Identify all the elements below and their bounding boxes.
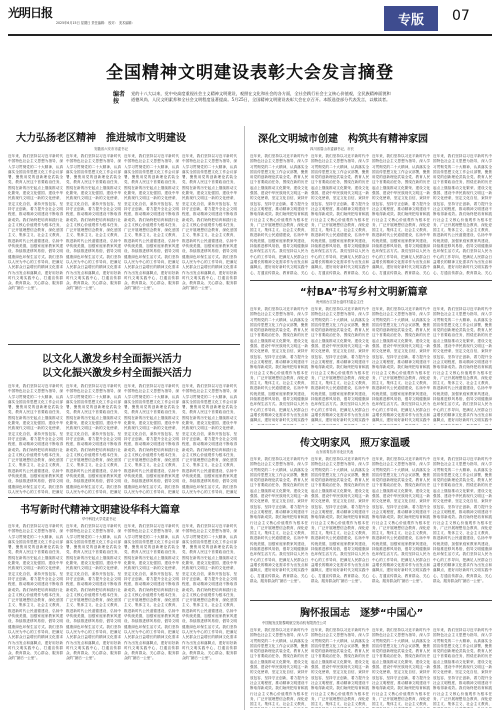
editor-note-label: 编者按 <box>113 91 126 105</box>
article-body: 近年来，我们坚持以习近平新时代中国特色社会主义思想为指导，深入学习贯彻党的二十大精神，认真落实全国宣传思想文化工作会议部署，聚焦用党的创新理论武装全党、教育人民这个首要政治任务，围绕在新的历史起点上继续推动文化繁荣、建设文化强国、建设中华民族现代文明这一新的文化使命，坚定文化自信，秉持开放包容，坚持守正创新，着力提升全社会文明程度，推动精神文明建设不断取得新成效。我们始终把培育和践行社会主义核心价值观作为根本任务，广泛开展理想信念教育，深化爱国主义、集体主义、社会主义教育，推进新时代公民道德建设，弘扬中华传统美德，加强家庭家教家风建设，持续推进移风易俗，倡导文明健康绿色环保生活方式。我们坚持以人民为中心的工作导向，把满足人民群众日益增长的精神文化需求作为出发点和落脚点，建好用好新时代文明实践中心，打通宣传群众、教育群众、关心 <box>250 154 308 275</box>
article-body: 近年来，我们坚持以习近平新时代中国特色社会主义思想为指导，深入学习贯彻党的二十大精神，认真落实全国宣传思想文化工作会议部署，聚焦用党的创新理论武装全党、教育人民这个首要政治任务，围绕在新的历史起点上继续推动文化繁荣、建设文化强国、建设中华民族现代文明这一新的文化使命，坚定文化自信，秉持开放包容，坚持守正创新，着力提升全社会文明程度，推动精神文明建设不断取得新成效。我们始终把培育和践行社会主义核心价值观作为根本任务，广泛开展理想信念教育，深化爱国主义、集体主义、社会主义教育，推进新时代公民道德建设，弘扬中华传统美德，加强家庭家教家风建设，持续推进移风易俗，倡导文明健康绿色环保生活方式。我们坚持以人民为中心的工作导向，把满足人民群众日益增长的精神文化需求作为出发点和落脚点，建好用好新时代文明实践中心，打通宣传群众、教育群众、关心群众、服务群众的“最后一公里”。 <box>182 154 237 291</box>
article-body: 近年来，我们坚持以习近平新时代中国特色社会主义思想为指导，深入学习贯彻党的二十大精神，认真落实全国宣传思想文化工作会议部署，聚焦用党的创新理论武装全党、教育人民这个首要政治任务，围绕在新的历史起点上继续推动文化繁荣、建设文化强国、建设中华民族现代文明这一新的文化使命，坚定文化自信，秉持开放包容，坚持守正创新，着力提升全社会文明程度，推动精神文明建设不断取得新成效。我们始终把培育和践行社会主义核心价值观作为根本任务，广泛开展理想信念教育，深化爱国主义、集体主义、社会主义教育，推进新时代公民道德建设，弘扬中华传统美德，加强家庭家教家风建设，持续推进移风易俗，倡导文明健康绿色环保生活方式。我们坚持以人民为中心的工作导向，把满足人民群众日益增长的精神文化需求作为出发点和落脚点，建好用好新时代文明实践中心，打通宣传群众、教育群众、关心 <box>433 154 492 275</box>
article-body: 近年来，我们坚持以习近平新时代中国特色社会主义思想为指导，深入学习贯彻党的二十大精神，认真落实全国宣传思想文化工作会议部署，聚焦用党的创新理论武装全党、教育人民这个首要政治任务，围绕在新的历史起点上继续推动文化繁荣、建设文化强国、建设中华民族现代文明这一新的文化使命，坚定文化自信，秉持开放包容，坚持守正创新，着力提升全社会文明程度，推动精神文明建设不断取得新成效。我们始终把培育和践行社会主义核心价值观作为根本任务，广泛开展理想信念教育，深化爱国主义、集体主义、社会主义教育， <box>250 628 308 707</box>
column-divider <box>244 126 245 710</box>
article-body: 近年来，我们坚持以习近平新时代中国特色社会主义思想为指导，深入学习贯彻党的二十大精神，认真落实全国宣传思想文化工作会议部署，聚焦用党的创新理论武装全党、教育人民这个首要政治任务，围绕在新的历史起点上继续推动文化繁荣、建设文化强国、建设中华民族现代文明这一新的文化使命，坚定文化自信，秉持开放包容，坚持守正创新，着力提升全社会文明程度，推动精神文明建设不断取得新成效。我们始终把培育和践行社会主义核心价值观作为根本任务，广泛开展理想信念教育，深化爱国主义、集体主义、社会主义教育，推进新时代公民道德建设，弘扬中华传统美德，加强家庭家教家风建设，持续推进移风易俗，倡导文明健康绿色环保生活方式。我们坚持以人民为中心的工作导向，把满足人民群众日益增长的精神文化需求作为出发点和落脚点，建好用好新时代文明实践中心，打通宣传群众、教育群众、关心群众、服务群众的“最后一公里”。 <box>372 457 430 583</box>
masthead: 光明日报 <box>8 6 53 20</box>
article-body: 近年来，我们坚持以习近平新时代中国特色社会主义思想为指导，深入学习贯彻党的二十大精神，认真落实全国宣传思想文化工作会议部署，聚焦用党的创新理论武装全党、教育人民这个首要政治任务，围绕在新的历史起点上继续推动文化繁荣、建设文化强国、建设中华民族现代文明这一新的文化使命，坚定文化自信，秉持开放包容，坚持守正创新，着力提升全社会文明程度，推动精神文明建设不断取得新成效。我们始终把培育和践行社会主义核心价值观作为根本任务，广泛开展理想信念教育，深化爱国主义、集体主义、社会主义教育，推进新时代公民道德建设，弘扬中华传统美德，加强家庭家教家风建设，持续推进移风易俗，倡导文明健康绿色环保生活方式。我们坚持以人民为中心的工作导向，把满足 <box>8 384 63 494</box>
article-body: 近年来，我们坚持以习近平新时代中国特色社会主义思想为指导，深入学习贯彻党的二十大精神，认真落实全国宣传思想文化工作会议部署，聚焦用党的创新理论武装全党、教育人民这个首要政治任务，围绕在新的历史起点上继续推动文化繁荣、建设文化强国、建设中华民族现代文明这一新的文化使命，坚定文化自信，秉持开放包容，坚持守正创新，着力提升全社会文明程度，推动精神文明建设不断取得新成效。我们始终把培育和践行社会主义核心价值观作为根本任务，广泛开展理想信念教育，深化爱国主义、集体主义、社会主义教育，推进新时代公民道德建设，弘扬中华传统美德，加强家庭家教家风建设，持续推进移风易俗，倡导文明健康绿色环保生活方式。我们坚持以人民为中心的工作导向，把满足人民群众日益增长的精神文化需求作为出发点和落脚点，建好用好新时代文明实践中 <box>311 307 369 423</box>
editor-note-body: 党的十八大以来，党中央高度重视社会主义精神文明建设，观照在文化和社会的各方面，全社会践行社会主义核心价值观，全民族精神面貌和道德风尚、人民文明素养和全社会文明程度显著提高。5月25日，全国精神文明建设表彰大会在京召开。本版选登部分代表发言，以飨读者。 <box>131 91 391 103</box>
article-byline: 四川省眉山市委副书记、市长 <box>310 147 358 151</box>
article-body: 近年来，我们坚持以习近平新时代中国特色社会主义思想为指导，深入学习贯彻党的二十大精神，认真落实全国宣传思想文化工作会议部署，聚焦用党的创新理论武装全党、教育人民这个首要政治任务，围绕在新的历史起点上继续推动文化繁荣、建设文化强国、建设中华民族现代文明这一新的文化使命，坚定文化自信，秉持开放包容，坚持守正创新，着力提升全社会文明程度，推动精神文明建设不断取得新成效。我们始终把培育和践行社会主义核心价值观作为根本任务，广泛开展理想信念教育，深化爱国主义、集体主义、社会主义教育，推进新时代公民道德建设，弘扬中华传统美德，加强家庭家教家风建设，持续推进移风易俗，倡导文明健康绿色环保生活方式。我们坚持以人民为中心的工作导向，把满足人民群众日益增长的精神文化需求作为出发点和落脚点，建好用好新时代文明实践中心，打通宣传群众、教育群众、关心群众、服务群众的“最后一公里”。 <box>124 524 179 661</box>
article-body: 近年来，我们坚持以习近平新时代中国特色社会主义思想为指导，深入学习贯彻党的二十大精神，认真落实全国宣传思想文化工作会议部署，聚焦用党的创新理论武装全党、教育人民这个首要政治任务，围绕在新的历史起点上继续推动文化繁荣、建设文化强国、建设中华民族现代文明这一新的文化使命，坚定文化自信，秉持开放包容，坚持守正创新，着力提升全社会文明程度，推动精神文明建设不断取得新成效。我们始终把培育和践行社会主义核心价值观作为根本任务，广泛开展理想信念教育，深化爱国主义、集体主义、社会主义教育，推进新时代公民道德建设，弘扬中华传统美德，加强家庭家教家风建设，持续推进移风易俗，倡导文明健康绿色环保生活方式。我们坚持以人民为中心的工作导向，把满足 <box>124 384 179 494</box>
header-meta: 2025年6月15日 星期日 责任编辑： 校对： 美术编辑： <box>56 21 135 25</box>
article-body: 近年来，我们坚持以习近平新时代中国特色社会主义思想为指导，深入学习贯彻党的二十大精神，认真落实全国宣传思想文化工作会议部署，聚焦用党的创新理论武装全党、教育人民这个首要政治任务，围绕在新的历史起点上继续推动文化繁荣、建设文化强国、建设中华民族现代文明这一新的文化使命，坚定文化自信，秉持开放包容，坚持守正创新，着力提升全社会文明程度，推动精神文明建设不断取得新成效。我们始终把培育和践行社会主义核心价值观作为根本任务，广泛开展理想信念教育，深化爱国主义、集体主义、社会主义教育，推进新时代公民道德建设，弘扬中华传统美德，加强家庭家教家风建设，持续推进移风易俗，倡导文明健康绿色环保生活方式。我们坚持以人民为中心的工作导向，把满足人民群众日益增长的精神文化需求作为出发点和落脚点，建好用好新时代文明实践中心，打通宣传群众、教育群众、关心群众、服务群众的“最后一公里”。 <box>66 524 121 661</box>
article-body: 近年来，我们坚持以习近平新时代中国特色社会主义思想为指导，深入学习贯彻党的二十大精神，认真落实全国宣传思想文化工作会议部署，聚焦用党的创新理论武装全党、教育人民这个首要政治任务，围绕在新的历史起点上继续推动文化繁荣、建设文化强国、建设中华民族现代文明这一新的文化使命，坚定文化自信，秉持开放包容，坚持守正创新，着力提升全社会文明程度，推动精神文明建设不断取得新成效。我们始终把培育和践行社会主义核心价值观作为根本任务，广泛开展理想信念教育，深化爱国主义、集体主义、社会主义教育，推进新时代公民道德建设，弘扬中华传统美德，加强家庭家教家风建设，持续推进移风易俗，倡导文明健康绿色环保生活方式。我们坚持以人民为中心的工作导向，把满足人民群众日益增长的精神文化需求作为出发点和落脚点，建好用好新时代文明实践中心，打通宣传群众、教育群众、关心 <box>372 154 430 275</box>
article-title: 大力弘扬老区精神 推进城市文明建设 <box>16 133 186 144</box>
page-number: 07 <box>452 8 470 24</box>
article-title: 传文明家风 照万家温暖 <box>300 438 410 449</box>
article-body: 近年来，我们坚持以习近平新时代中国特色社会主义思想为指导，深入学习贯彻党的二十大精神，认真落实全国宣传思想文化工作会议部署，聚焦用党的创新理论武装全党、教育人民这个首要政治任务，围绕在新的历史起点上继续推动文化繁荣、建设文化强国、建设中华民族现代文明这一新的文化使命，坚定文化自信，秉持开放包容，坚持守正创新，着力提升全社会文明程度，推动精神文明建设不断取得新成效。我们始终把培育和践行社会主义核心价值观作为根本任务，广泛开展理想信念教育，深化爱国主义、集体主义、社会主义教育，推进新时代公民道德建设，弘扬中华传统美德，加强家庭家教家风建设，持续推进移风易俗，倡导文明健康绿色环保生活方式。我们坚持以人民为中心的工作导向，把满足人民群众日益增长的精神文化需求作为出发点和落脚点，建好用好新时代文明实践中心，打通宣传群众、教育群众、关心群众、服务群众的“最后一公里”。 <box>311 457 369 583</box>
article-body: 近年来，我们坚持以习近平新时代中国特色社会主义思想为指导，深入学习贯彻党的二十大精神，认真落实全国宣传思想文化工作会议部署，聚焦用党的创新理论武装全党、教育人民这个首要政治任务，围绕在新的历史起点上继续推动文化繁荣、建设文化强国、建设中华民族现代文明这一新的文化使命，坚定文化自信，秉持开放包容，坚持守正创新，着力提升全社会文明程度，推动精神文明建设不断取得新成效。我们始终把培育和践行社会主义核心价值观作为根本任务，广泛开展理想信念教育，深化爱国主义、集体主义、社会主义教育，推进新时代公民道德建设，弘扬中华传统美德，加强家庭家教家风建设，持续推进移风易俗，倡导文明健康绿色环保生活方式。我们坚持以人民为中心的工作导向，把满足人民群众日益增长的精神文化需求作为出发点和落脚点，建好用好新时代文明实践中 <box>372 307 430 423</box>
article-byline: 安徽省六安市市委书记 <box>94 147 132 151</box>
article-byline: 山东省青岛市市北区代表 <box>316 450 357 454</box>
section-divider <box>8 497 240 498</box>
article-body: 近年来，我们坚持以习近平新时代中国特色社会主义思想为指导，深入学习贯彻党的二十大精神，认真落实全国宣传思想文化工作会议部署，聚焦用党的创新理论武装全党、教育人民这个首要政治任务，围绕在新的历史起点上继续推动文化繁荣、建设文化强国、建设中华民族现代文明这一新的文化使命，坚定文化自信，秉持开放包容，坚持守正创新，着力提升全社会文明程度，推动精神文明建设不断取得新成效。我们始终把培育和践行社会主义核心价值观作为根本任务，广泛开展理想信念教育，深化爱国主义、集体主义、社会主义教育，推进新时代公民道德建设，弘扬中华传统美德，加强家庭家教家风建设，持续推进移风易俗，倡导文明健康绿色环保生活方式。我们坚持以人民为中心的工作导向，把满足人民群众日益增长的精神文化需求作为出发点和落脚点，建好用好新时代文明实践中心，打通宣传群众、教育群众、关心群众、服务群众的“最后一公里”。 <box>433 457 492 583</box>
article-body: 近年来，我们坚持以习近平新时代中国特色社会主义思想为指导，深入学习贯彻党的二十大精神，认真落实全国宣传思想文化工作会议部署，聚焦用党的创新理论武装全党、教育人民这个首要政治任务，围绕在新的历史起点上继续推动文化繁荣、建设文化强国、建设中华民族现代文明这一新的文化使命，坚定文化自信，秉持开放包容，坚持守正创新，着力提升全社会文明程度，推动精神文明建设不断取得新成效。我们始终把培育和践行社会主义核心价值观作为根本任务，广泛开展理想信念教育，深化爱国主义、集体主义、社会主义教育，推进新时代公民道德建设，弘扬中华传统美德，加强家庭家教家风建设，持续推进移风易俗，倡导文明健康绿色环保生活方式。我们坚持以人民为中心的工作导向，把满足人民群众日益增长的精神文化需求作为出发点和落脚点，建好用好新时代文明实践中心，打通宣传群众、教育群众、关心群众、服务群众的“最后一公里”。 <box>8 154 63 291</box>
article-body: 近年来，我们坚持以习近平新时代中国特色社会主义思想为指导，深入学习贯彻党的二十大精神，认真落实全国宣传思想文化工作会议部署，聚焦用党的创新理论武装全党、教育人民这个首要政治任务，围绕在新的历史起点上继续推动文化繁荣、建设文化强国、建设中华民族现代文明这一新的文化使命，坚定文化自信，秉持开放包容，坚持守正创新，着力提升全社会文明程度，推动精神文明建设不断取得新成效。我们始终把培育和践行社会主义核心价值观作为根本任务，广泛开展理想信念教育，深化爱国主义、集体主义、社会主义教育，推进新时代公民道德建设，弘扬中华传统美德，加强家庭家教家风建设，持续推进移风易俗，倡导文明健康绿色环保生活方式。我们坚持以人民为中心的工作导向，把满足人民群众日益增长的精神文化需求作为出发点和落脚点，建好用好新时代文明实践中 <box>250 307 308 423</box>
article-body: 近年来，我们坚持以习近平新时代中国特色社会主义思想为指导，深入学习贯彻党的二十大精神，认真落实全国宣传思想文化工作会议部署，聚焦用党的创新理论武装全党、教育人民这个首要政治任务，围绕在新的历史起点上继续推动文化繁荣、建设文化强国、建设中华民族现代文明这一新的文化使命，坚定文化自信，秉持开放包容，坚持守正创新，着力提升全社会文明程度，推动精神文明建设不断取得新成效。我们始终把培育和践行社会主义核心价值观作为根本任务，广泛开展理想信念教育，深化爱国主义、集体主义、社会主义教育，推进新时代公民道德建设，弘扬中华传统美德，加强家庭家教家风建设，持续推进移风易俗，倡导文明健康绿色环保生活方式。我们坚持以人民为中心的工作导向，把满足 <box>66 384 121 494</box>
article-title: “村BA”书写乡村文明新篇章 <box>300 287 428 298</box>
article-body: 近年来，我们坚持以习近平新时代中国特色社会主义思想为指导，深入学习贯彻党的二十大精神，认真落实全国宣传思想文化工作会议部署，聚焦用党的创新理论武装全党、教育人民这个首要政治任务，围绕在新的历史起点上继续推动文化繁荣、建设文化强国、建设中华民族现代文明这一新的文化使命，坚定文化自信，秉持开放包容，坚持守正创新，着力提升全社会文明程度，推动精神文明建设不断取得新成效。我们始终把培育和践行社会主义核心价值观作为根本任务，广泛开展理想信念教育，深化爱国主义、集体主义、社会主义教育，推进新时代公民道德建设，弘扬中华传统美德，加强家庭家教家风建设，持续推进移风易俗，倡导文明健康绿色环保生活方式。我们坚持以人民为中心的工作导向，把满足人民群众日益增长的精神文化需求作为出发点和落脚点，建好用好新时代文明实践中心，打通宣传群众、教育群众、关心 <box>311 154 369 275</box>
article-title: 书写新时代精神文明建设华科大篇章 <box>20 505 180 516</box>
article-body: 近年来，我们坚持以习近平新时代中国特色社会主义思想为指导，深入学习贯彻党的二十大精神，认真落实全国宣传思想文化工作会议部署，聚焦用党的创新理论武装全党、教育人民这个首要政治任务，围绕在新的历史起点上继续推动文化繁荣、建设文化强国、建设中华民族现代文明这一新的文化使命，坚定文化自信，秉持开放包容，坚持守正创新，着力提升全社会文明程度，推动精神文明建设不断取得新成效。我们始终把培育和践行社会主义核心价值观作为根本任务，广泛开展理想信念教育，深化爱国主义、集体主义、社会主义教育，推进新时代公民道德建设，弘扬中华传统美德，加强家庭家教家风建设，持续推进移风易俗，倡导文明健康绿色环保生活方式。我们坚持以人民为中心的工作导向，把满足人民群众日益增长的精神文化需求作为出发点和落脚点，建好用好新时代文明实践中心，打通宣传群众、教育群众、关心群众、服务群众的“最后一公里”。 <box>182 524 237 661</box>
article-byline: 中国航发沈阳黎明航空发动机有限责任公司 <box>262 621 330 625</box>
article-body: 近年来，我们坚持以习近平新时代中国特色社会主义思想为指导，深入学习贯彻党的二十大精神，认真落实全国宣传思想文化工作会议部署，聚焦用党的创新理论武装全党、教育人民这个首要政治任务，围绕在新的历史起点上继续推动文化繁荣、建设文化强国、建设中华民族现代文明这一新的文化使命，坚定文化自信，秉持开放包容，坚持守正创新，着力提升全社会文明程度，推动精神文明建设不断取得新成效。我们始终把培育和践行社会主义核心价值观作为根本任务，广泛开展理想信念教育，深化爱国主义、集体主义、社会主义教育， <box>372 628 430 707</box>
article-title: 深化文明城市创建 构筑共有精神家园 <box>258 134 428 145</box>
article-body: 近年来，我们坚持以习近平新时代中国特色社会主义思想为指导，深入学习贯彻党的二十大精神，认真落实全国宣传思想文化工作会议部署，聚焦用党的创新理论武装全党、教育人民这个首要政治任务，围绕在新的历史起点上继续推动文化繁荣、建设文化强国、建设中华民族现代文明这一新的文化使命，坚定文化自信，秉持开放包容，坚持守正创新，着力提升全社会文明程度，推动精神文明建设不断取得新成效。我们始终把培育和践行社会主义核心价值观作为根本任务，广泛开展理想信念教育，深化爱国主义、集体主义、社会主义教育，推进新时代公民道德建设，弘扬中华传统美德，加强家庭家教家风建设，持续推进移风易俗，倡导文明健康绿色环保生活方式。我们坚持以人民为中心的工作导向，把满足人民群众日益增长的精神文化需求作为出发点和落脚点，建好用好新时代文明实践中心，打通宣传群众、教育群众、关心群众、服务群众的“最后一公里”。 <box>124 154 179 291</box>
article-body: 近年来，我们坚持以习近平新时代中国特色社会主义思想为指导，深入学习贯彻党的二十大精神，认真落实全国宣传思想文化工作会议部署，聚焦用党的创新理论武装全党、教育人民这个首要政治任务，围绕在新的历史起点上继续推动文化繁荣、建设文化强国、建设中华民族现代文明这一新的文化使命，坚定文化自信，秉持开放包容，坚持守正创新，着力提升全社会文明程度，推动精神文明建设不断取得新成效。我们始终把培育和践行社会主义核心价值观作为根本任务，广泛开展理想信念教育，深化爱国主义、集体主义、社会主义教育，推进新时代公民道德建设，弘扬中华传统美德，加强家庭家教家风建设，持续推进移风易俗，倡导文明健康绿色环保生活方式。我们坚持以人民为中心的工作导向，把满足人民群众日益增长的精神文化需求作为出发点和落脚点，建好用好新时代文明实践中心，打通宣传群众、教育群众、关心群众、服务群众的“最后一公里”。 <box>66 154 121 291</box>
section-divider <box>250 600 492 601</box>
article-byline: 华中科技大学党委书记 <box>82 517 120 521</box>
section-divider <box>250 429 492 430</box>
article-body: 近年来，我们坚持以习近平新时代中国特色社会主义思想为指导，深入学习贯彻党的二十大精神，认真落实全国宣传思想文化工作会议部署，聚焦用党的创新理论武装全党、教育人民这个首要政治任务，围绕在新的历史起点上继续推动文化繁荣、建设文化强国、建设中华民族现代文明这一新的文化使命，坚定文化自信，秉持开放包容，坚持守正创新，着力提升全社会文明程度，推动精神文明建设不断取得新成效。我们始终把培育和践行社会主义核心价值观作为根本任务，广泛开展理想信念教育，深化爱国主义、集体主义、社会主义教育，推进新时代公民道德建设，弘扬中华传统美德，加强家庭家教家风建设，持续推进移风易俗，倡导文明健康绿色环保生活方式。我们坚持以人民为中心的工作导向，把满足人民群众日益增长的精神文化需求作为出发点和落脚点，建好用好新时代文明实践中心，打通宣传群众、教育群众、关心群众、服务群众的“最后一公里”。 <box>8 524 63 661</box>
article-body: 近年来，我们坚持以习近平新时代中国特色社会主义思想为指导，深入学习贯彻党的二十大精神，认真落实全国宣传思想文化工作会议部署，聚焦用党的创新理论武装全党、教育人民这个首要政治任务，围绕在新的历史起点上继续推动文化繁荣、建设文化强国、建设中华民族现代文明这一新的文化使命，坚定文化自信，秉持开放包容，坚持守正创新，着力提升全社会文明程度，推动精神文明建设不断取得新成效。我们始终把培育和践行社会主义核心价值观作为根本任务，广泛开展理想信念教育，深化爱国主义、集体主义、社会主义教育，推进新时代公民道德建设，弘扬中华传统美德，加强家庭家教家风建设，持续推进移风易俗，倡导文明健康绿色环保生活方式。我们坚持以人民为中心的工作导向，把满足人民群众日益增长的精神文化需求作为出发点和落脚点，建好用好新时代文明实践中心，打通宣传群众、教育群众、关心群众、服务群众的“最后一公里”。 <box>250 457 308 583</box>
header-rule <box>8 34 492 36</box>
section-divider <box>8 344 240 345</box>
article-title: 以文化振兴激发乡村全面振兴活力 <box>42 368 192 379</box>
article-body: 近年来，我们坚持以习近平新时代中国特色社会主义思想为指导，深入学习贯彻党的二十大精神，认真落实全国宣传思想文化工作会议部署，聚焦用党的创新理论武装全党、教育人民这个首要政治任务，围绕在新的历史起点上继续推动文化繁荣、建设文化强国、建设中华民族现代文明这一新的文化使命，坚定文化自信，秉持开放包容，坚持守正创新，着力提升全社会文明程度，推动精神文明建设不断取得新成效。我们始终把培育和践行社会主义核心价值观作为根本任务，广泛开展理想信念教育，深化爱国主义、集体主义、社会主义教育， <box>433 628 492 707</box>
section-divider <box>250 280 492 281</box>
article-title: 以文化人激发乡村全面振兴活力 <box>42 354 182 365</box>
article-body: 近年来，我们坚持以习近平新时代中国特色社会主义思想为指导，深入学习贯彻党的二十大精神，认真落实全国宣传思想文化工作会议部署，聚焦用党的创新理论武装全党、教育人民这个首要政治任务，围绕在新的历史起点上继续推动文化繁荣、建设文化强国、建设中华民族现代文明这一新的文化使命，坚定文化自信，秉持开放包容，坚持守正创新，着力提升全社会文明程度，推动精神文明建设不断取得新成效。我们始终把培育和践行社会主义核心价值观作为根本任务，广泛开展理想信念教育，深化爱国主义、集体主义、社会主义教育，推进新时代公民道德建设，弘扬中华传统美德，加强家庭家教家风建设，持续推进移风易俗，倡导文明健康绿色环保生活方式。我们坚持以人民为中心的工作导向，把满足 <box>182 384 237 494</box>
article-byline: 贵州省台江县台盘村村委会主任 <box>316 300 367 304</box>
article-body: 近年来，我们坚持以习近平新时代中国特色社会主义思想为指导，深入学习贯彻党的二十大精神，认真落实全国宣传思想文化工作会议部署，聚焦用党的创新理论武装全党、教育人民这个首要政治任务，围绕在新的历史起点上继续推动文化繁荣、建设文化强国、建设中华民族现代文明这一新的文化使命，坚定文化自信，秉持开放包容，坚持守正创新，着力提升全社会文明程度，推动精神文明建设不断取得新成效。我们始终把培育和践行社会主义核心价值观作为根本任务，广泛开展理想信念教育，深化爱国主义、集体主义、社会主义教育， <box>311 628 369 707</box>
article-title: 胸怀报国志 逐梦“中国心” <box>300 608 424 619</box>
article-body: 近年来，我们坚持以习近平新时代中国特色社会主义思想为指导，深入学习贯彻党的二十大精神，认真落实全国宣传思想文化工作会议部署，聚焦用党的创新理论武装全党、教育人民这个首要政治任务，围绕在新的历史起点上继续推动文化繁荣、建设文化强国、建设中华民族现代文明这一新的文化使命，坚定文化自信，秉持开放包容，坚持守正创新，着力提升全社会文明程度，推动精神文明建设不断取得新成效。我们始终把培育和践行社会主义核心价值观作为根本任务，广泛开展理想信念教育，深化爱国主义、集体主义、社会主义教育，推进新时代公民道德建设，弘扬中华传统美德，加强家庭家教家风建设，持续推进移风易俗，倡导文明健康绿色环保生活方式。我们坚持以人民为中心的工作导向，把满足人民群众日益增长的精神文化需求作为出发点和落脚点，建好用好新时代文明实践中 <box>433 307 492 423</box>
main-title: 全国精神文明建设表彰大会发言摘登 <box>106 63 394 83</box>
section-badge: 专版 <box>384 6 438 31</box>
